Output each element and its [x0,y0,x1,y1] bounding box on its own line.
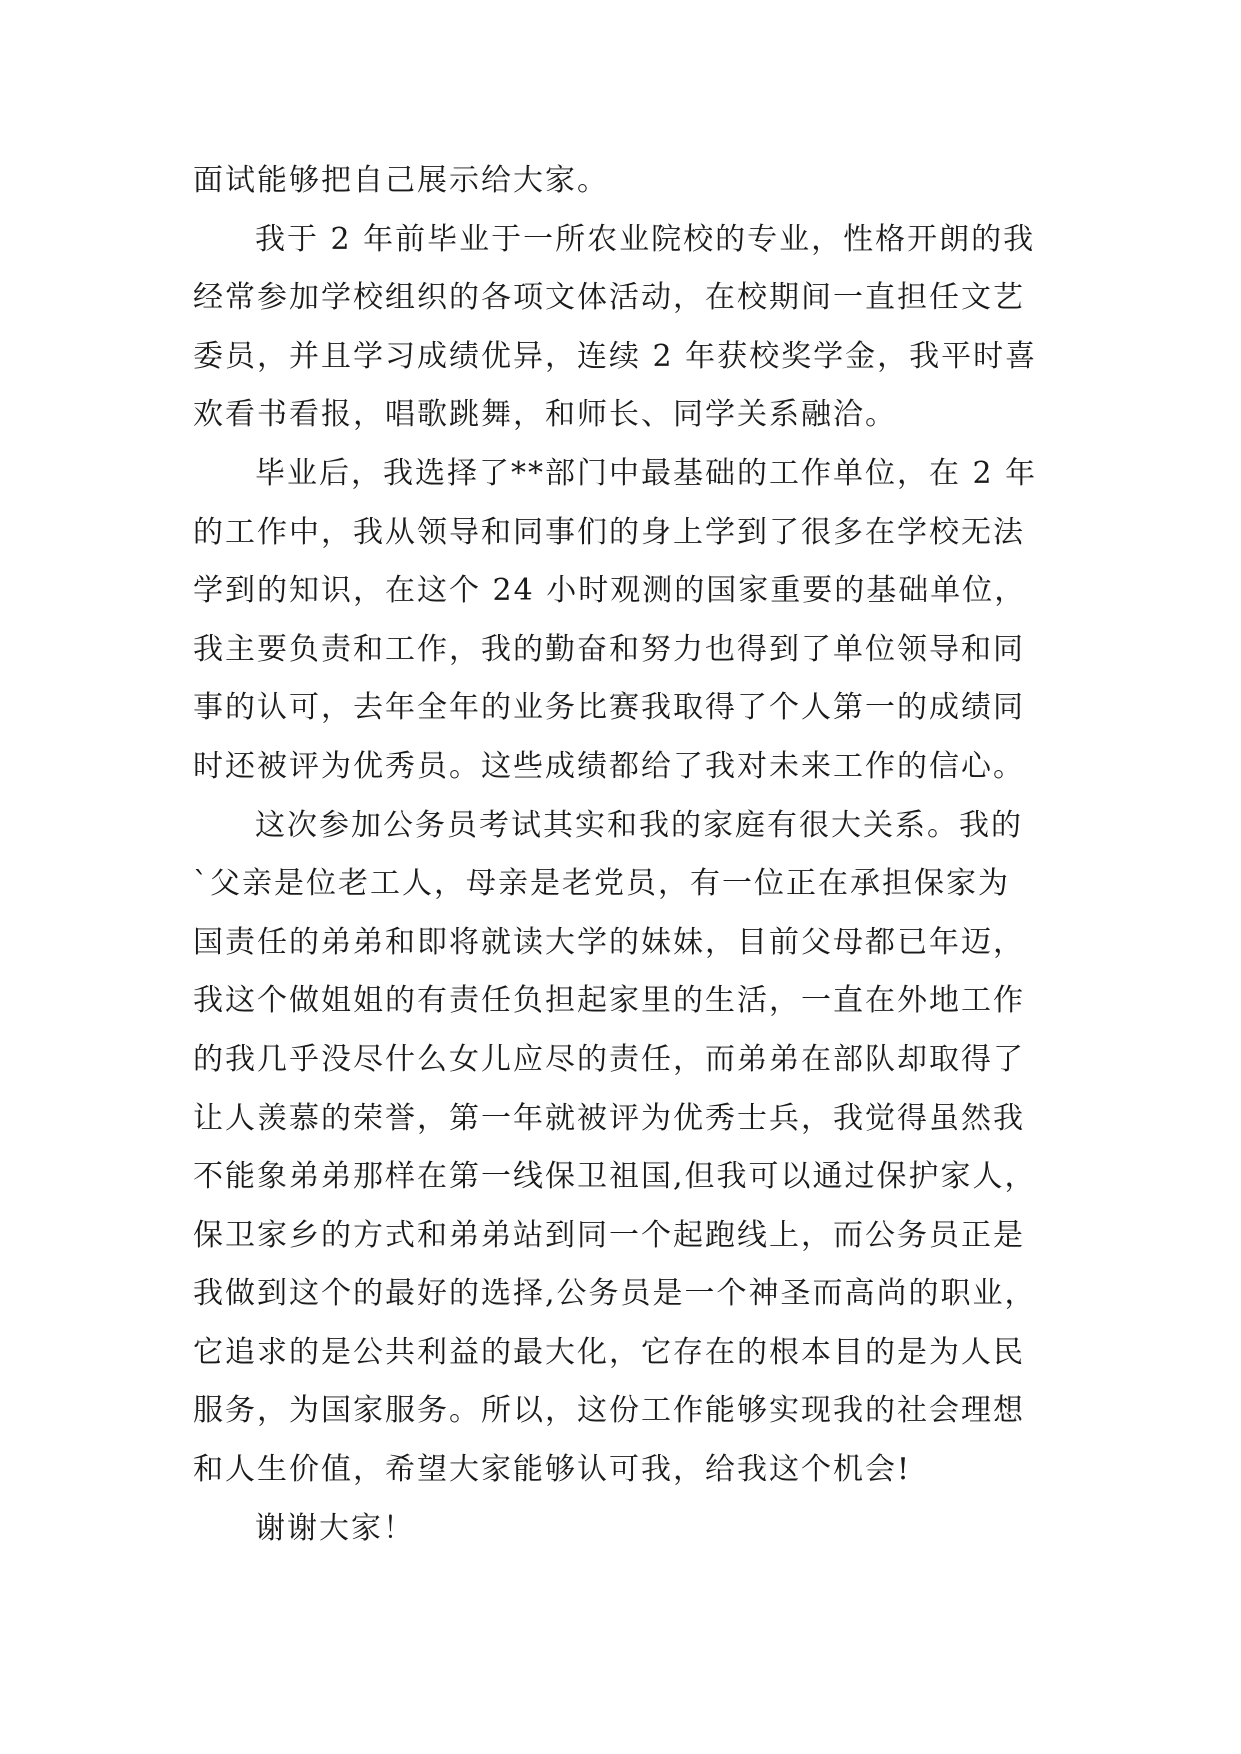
text-line: 事的认可，去年全年的业务比赛我取得了个人第一的成绩同 [193,690,1025,726]
text-line: 经常参加学校组织的各项文体活动，在校期间一直担任文艺 [193,280,1025,316]
text-line: 面试能够把自己展示给大家。 [193,163,609,198]
text-line: 保卫家乡的方式和弟弟站到同一个起跑线上，而公务员正是 [193,1217,1025,1253]
text-line: 学到的知识，在这个 24 小时观测的国家重要的基础单位， [193,573,1027,609]
paragraph-start-line: 毕业后，我选择了**部门中最基础的工作单位，在 2 年 [255,455,1038,491]
text-line: 的工作中，我从领导和同事们的身上学到了很多在学校无法 [193,514,1025,550]
closing-line: 谢谢大家！ [255,1510,415,1546]
paragraph-start-line: 这次参加公务员考试其实和我的家庭有很大关系。我的 [255,807,1023,843]
text-line: 委员，并且学习成绩优异，连续 2 年获校奖学金，我平时喜 [193,338,1038,374]
text-line: 服务，为国家服务。所以，这份工作能够实现我的社会理想 [193,1393,1025,1429]
text-line: 它追求的是公共利益的最大化，它存在的根本目的是为人民 [193,1334,1025,1370]
text-line: 让人羡慕的荣誉，第一年就被评为优秀士兵，我觉得虽然我 [193,1100,1025,1136]
text-line: 我做到这个的最好的选择,公务员是一个神圣而高尚的职业， [193,1276,1037,1312]
text-line: 时还被评为优秀员。这些成绩都给了我对未来工作的信心。 [193,748,1025,784]
text-line: 和人生价值，希望大家能够认可我，给我这个机会! [193,1452,912,1488]
text-line: `父亲是位老工人，母亲是老党员，有一位正在承担保家为 [193,866,1010,902]
text-line: 的我几乎没尽什么女儿应尽的责任，而弟弟在部队却取得了 [193,1041,1025,1077]
paragraph-start-line: 我于 2 年前毕业于一所农业院校的专业，性格开朗的我 [255,221,1036,257]
text-line: 国责任的弟弟和即将就读大学的妹妹，目前父母都已年迈， [193,924,1025,960]
text-line: 我主要负责和工作，我的勤奋和努力也得到了单位领导和同 [193,631,1025,667]
text-line: 我这个做姐姐的有责任负担起家里的生活，一直在外地工作 [193,983,1025,1019]
body-text [193,152,1053,1558]
text-line: 欢看书看报，唱歌跳舞，和师长、同学关系融洽。 [193,397,897,433]
text-line: 不能象弟弟那样在第一线保卫祖国,但我可以通过保护家人， [193,1159,1037,1195]
